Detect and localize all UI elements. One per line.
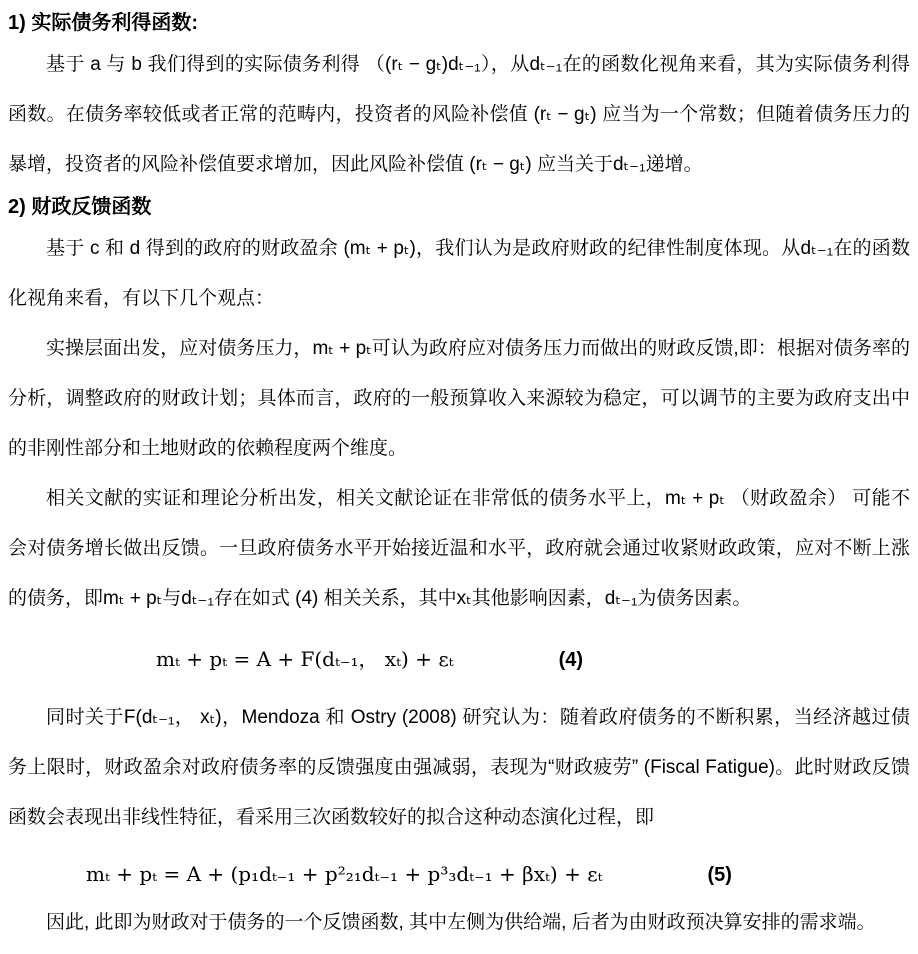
equation-4	[8, 636, 910, 683]
equation-5-expression: mₜ + pₜ = A + (p₁dₜ₋₁ + p²₂₁dₜ₋₁ + p³₃dₜ₋₁ + βxₜ) + εₜ	[86, 862, 603, 886]
paragraph-fiscal-fatigue: 同时关于F(dₜ₋₁， xₜ)，Mendoza 和 Ostry (2008) 研究认为：随着政府债务的不断积累，当经济越过债务上限时，财政盈余对政府债务率的反馈强度由强减弱，表现为“财政疲劳” (Fiscal Fatigue)。此时财政反馈函数会表现出非线性特征，看采用三次函数较好的拟合这种动态演化过程，即	[8, 707, 910, 828]
paragraph-conclusion: 因此, 此即为财政对于债务的一个反馈函数, 其中左侧为供给端, 后者为由财政预决算安排的需求端。	[46, 912, 876, 933]
section-heading-fiscal-feedback: 2) 财政反馈函数	[8, 196, 152, 218]
equation-4-expression: mₜ + pₜ = A + F(dₜ₋₁， xₜ) + εₜ	[156, 647, 454, 671]
equation-5-label: (5)	[707, 864, 732, 886]
paragraph-real-debt-gain: 基于 a 与 b 我们得到的实际债务利得 （(rₜ − gₜ)dₜ₋₁），从dₜ₋₁在的函数化视角来看，其为实际债务利得函数。在债务率较低或者正常的范畴内，投资者的风险补偿值 (rₜ − gₜ) 应当为一个常数；但随着债务压力的暴增，投资者的风险补偿值要求增加，因此风险补偿值 (rₜ − gₜ) 应当关于dₜ₋₁递增。	[8, 54, 910, 175]
equation-4-label: (4)	[558, 649, 584, 671]
equation-5	[8, 851, 910, 898]
paragraph-literature-view: 相关文献的实证和理论分析出发，相关文献论证在非常低的债务水平上，mₜ + pₜ （财政盈余） 可能不会对债务增长做出反馈。一旦政府债务水平开始接近温和水平，政府就会通过收紧财政政策，应对不断上涨的债务，即mₜ + pₜ与dₜ₋₁存在如式 (4) 相关关系，其中xₜ其他影响因素，dₜ₋₁为债务因素。	[8, 488, 910, 609]
section-heading-real-debt-gain: 1) 实际债务利得函数:	[8, 12, 198, 34]
paragraph-fiscal-surplus: 基于 c 和 d 得到的政府的财政盈余 (mₜ + pₜ)，我们认为是政府财政的纪律性制度体现。从dₜ₋₁在的函数化视角来看，有以下几个观点：	[8, 238, 910, 309]
paragraph-practical-view: 实操层面出发，应对债务压力，mₜ + pₜ可认为政府应对债务压力而做出的财政反馈,即：根据对债务率的分析，调整政府的财政计划；具体而言，政府的一般预算收入来源较为稳定，可以调节的主要为政府支出中的非刚性部分和土地财政的依赖程度两个维度。	[8, 338, 910, 459]
